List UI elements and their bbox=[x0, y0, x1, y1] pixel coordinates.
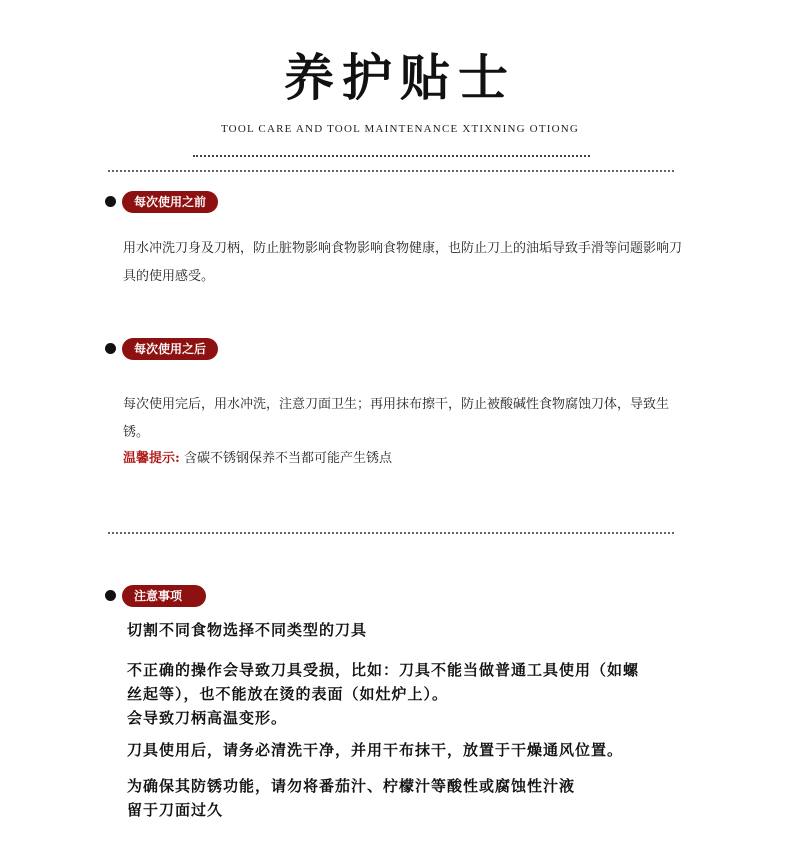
section-badge-notes: 注意事项 bbox=[122, 585, 206, 607]
warm-tip-text: 含碳不锈钢保养不当都可能产生锈点 bbox=[183, 451, 392, 466]
note-item: 为确保其防锈功能，请勿将番茄汁、柠檬汁等酸性或腐蚀性汁液 bbox=[127, 777, 576, 795]
note-item: 会导致刀柄高温变形。 bbox=[127, 709, 288, 727]
dotted-divider bbox=[193, 155, 590, 157]
page-subtitle: TOOL CARE AND TOOL MAINTENANCE XTIXNING OTIONG bbox=[220, 123, 580, 135]
section-badge-before-use: 每次使用之前 bbox=[122, 191, 218, 213]
note-item: 切割不同食物选择不同类型的刀具 bbox=[127, 621, 368, 639]
note-item: 不正确的操作会导致刀具受损，比如：刀具不能当做普通工具使用（如螺丝起等），也不能放在烫的表面（如灶炉上）。 bbox=[127, 661, 640, 703]
after-use-text: 每次使用完后，用水冲洗，注意刀面卫生；再用抹布擦干，防止被酸碱性食物腐蚀刀体，导致生锈。 bbox=[123, 397, 670, 440]
note-item: 刀具使用后，请务必清洗干净，并用干布抹干，放置于干燥通风位置。 bbox=[127, 741, 624, 759]
dotted-divider bbox=[108, 532, 674, 534]
dotted-divider bbox=[108, 170, 674, 172]
bullet-dot bbox=[105, 196, 116, 207]
section-badge-after-use: 每次使用之后 bbox=[122, 338, 218, 360]
note-item: 留于刀面过久 bbox=[127, 801, 224, 819]
bullet-dot bbox=[105, 343, 116, 354]
page-title: 养护贴士 bbox=[284, 48, 516, 107]
warm-tip-label: 温馨提示: bbox=[123, 451, 180, 466]
warm-tip bbox=[123, 445, 703, 473]
bullet-dot bbox=[105, 590, 116, 601]
before-use-text: 用水冲洗刀身及刀柄，防止脏物影响食物影响食物健康，也防止刀上的油垢导致手滑等问题影响刀具的使用感受。 bbox=[123, 241, 683, 284]
